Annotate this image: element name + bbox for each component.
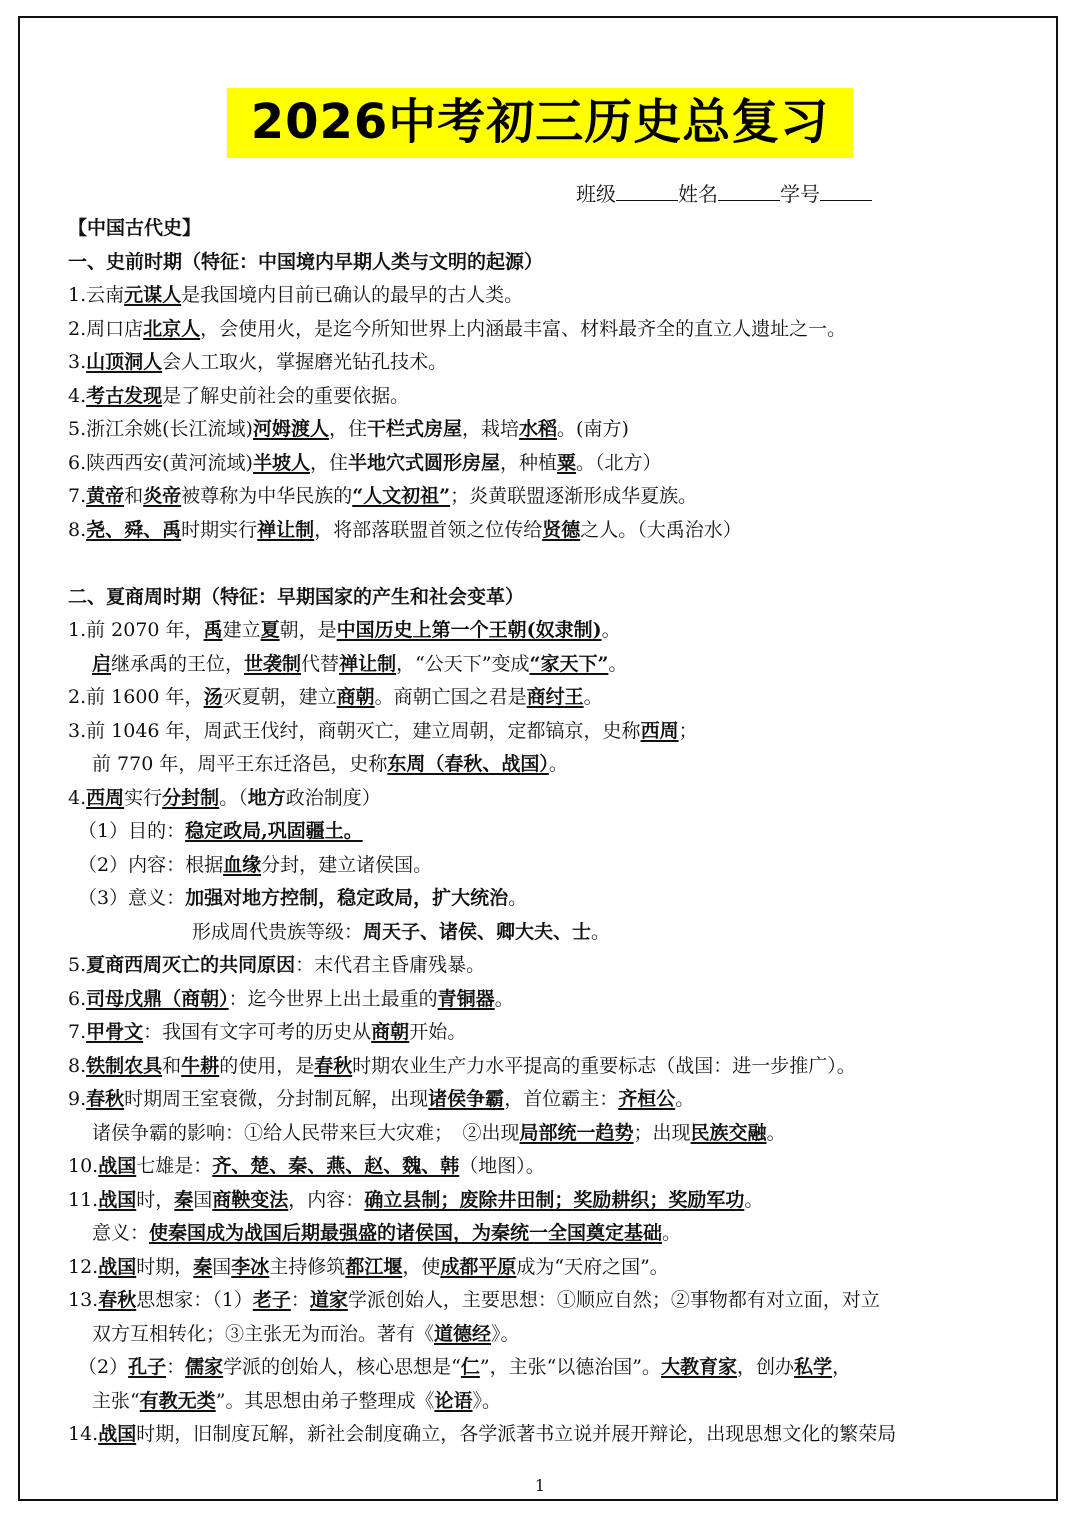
text-segment: 学派的创始人，核心思想是“ (223, 1356, 461, 1378)
text-segment: 。 (494, 987, 514, 1010)
content-line (68, 983, 1018, 1017)
key-term: 李冰 (231, 1255, 270, 1278)
content-line (68, 1251, 1018, 1285)
key-term: 局部统一趋势 (519, 1121, 634, 1144)
text-segment: 和 (124, 485, 144, 507)
text-segment: 3.前 1046 年，周武王伐纣，商朝灭亡，建立周朝，定都镐京，史称 (68, 719, 641, 742)
key-term: 分封制 (162, 786, 220, 809)
key-term: 成都平原 (440, 1255, 517, 1278)
key-term: 世袭制 (244, 652, 302, 675)
key-term: 山顶洞人 (86, 351, 163, 373)
text-segment: ： (166, 1356, 186, 1378)
text-segment: 12. (68, 1255, 99, 1278)
key-term: 商鞅变法 (212, 1188, 289, 1211)
content-line (68, 1117, 1018, 1151)
key-term: 中国历史上第一个王朝(奴隶制) (336, 619, 602, 641)
key-term: 东周（春秋、战国） (387, 753, 549, 775)
key-term: 道家 (309, 1289, 348, 1311)
content-line (68, 346, 1018, 380)
content-line (68, 648, 1018, 682)
section-heading (68, 581, 1018, 615)
key-term: 禅让制 (257, 518, 315, 541)
text-segment: 》。 (472, 1389, 501, 1412)
bold-text: 半地穴式圆形房屋 (348, 451, 501, 474)
text-segment: 七雄是： (136, 1155, 213, 1177)
text-segment: 分封，建立诸侯国。 (261, 853, 433, 876)
text-segment: 代替 (301, 652, 340, 675)
blank-line (68, 547, 1018, 581)
text-segment: 政治制度） (285, 786, 381, 809)
key-term: 半坡人 (252, 451, 310, 474)
text-segment: （1）目的： (78, 820, 186, 842)
text-segment: 。 (675, 1088, 695, 1110)
student-info (576, 180, 872, 207)
text-segment: 之人。（大禹治水） (580, 518, 742, 541)
text-segment: 时期， (136, 1255, 194, 1278)
key-term: 私学 (794, 1356, 833, 1378)
text-segment: 。（ (219, 786, 248, 809)
content-line (68, 849, 1018, 883)
content-line (68, 1016, 1018, 1050)
text-segment: 。 (662, 1222, 682, 1244)
key-term: 血缘 (223, 853, 262, 876)
content-line (68, 279, 1018, 313)
text-segment: 是我国境内目前已确认的最早的古人类。 (181, 284, 524, 306)
text-segment: 诸侯争霸的影响：①给人民带来巨大灾难； ②出现 (92, 1121, 520, 1144)
section-heading (68, 212, 1018, 246)
bold-text: 夏商西周灭亡的共同原因 (86, 954, 296, 976)
text-segment: 。商朝亡国之君是 (374, 686, 527, 708)
text-segment: ： (290, 1289, 310, 1311)
content-line (68, 782, 1018, 816)
text-segment: 。 (591, 920, 611, 943)
key-term: 秦 (174, 1188, 194, 1211)
key-term: 齐、楚、秦、燕、赵、魏、韩 (212, 1155, 460, 1177)
text-segment: （3）意义： (78, 887, 186, 909)
name-label: 姓名 (678, 182, 718, 206)
text-segment: 4. (68, 384, 87, 407)
key-term: 儒家 (185, 1356, 224, 1378)
key-term: 秦 (193, 1255, 213, 1278)
review-content (68, 212, 1018, 1452)
text-segment: 》。 (491, 1322, 520, 1345)
text-segment: 思想家：（1） (136, 1289, 253, 1311)
text-segment: ，首位霸主： (504, 1088, 619, 1110)
key-term: 孔子 (128, 1356, 167, 1378)
text-segment: 。(南方) (557, 418, 629, 440)
text-segment: 时期，旧制度瓦解，新社会制度确立，各学派著书立说并展开辩论，出现思想文化的繁荣局 (136, 1423, 897, 1445)
text-segment: ：末代君主昏庸残暴。 (295, 954, 486, 976)
content-line (68, 380, 1018, 414)
content-line (68, 882, 1018, 916)
text-segment: 一、史前时期（特征：中国境内早期人类与文明的起源） (68, 250, 544, 273)
text-segment: 和 (162, 1054, 182, 1077)
text-segment: 形成周代贵族等级： (192, 920, 364, 943)
key-term: 齐桓公 (618, 1088, 676, 1110)
key-term: 诸侯争霸 (428, 1088, 505, 1110)
text-segment: ，住 (309, 451, 348, 474)
text-segment: 6.陕西西安(黄河流域) (68, 451, 253, 474)
text-segment: ，栽培 (462, 418, 520, 440)
content-line (68, 413, 1018, 447)
key-term: 考古发现 (86, 384, 163, 407)
text-segment: ，创办 (737, 1356, 795, 1378)
text-segment: 10. (68, 1155, 99, 1177)
text-segment: 。（北方） (576, 451, 662, 474)
key-term: 商朝 (336, 686, 375, 708)
content-line (68, 1150, 1018, 1184)
text-segment: 2.前 1600 年， (68, 686, 204, 708)
content-line (68, 1318, 1018, 1352)
content-line (68, 1351, 1018, 1385)
text-segment: 。 (608, 652, 628, 675)
bold-text: 加强对地方控制，稳定政局，扩大统治 (185, 887, 509, 909)
content-line (68, 1217, 1018, 1251)
key-term: 仁 (460, 1356, 480, 1378)
text-segment: 时期实行 (181, 518, 258, 541)
bold-text: 干栏式房屋 (367, 418, 463, 440)
content-line (68, 815, 1018, 849)
key-term: 元谋人 (124, 284, 182, 306)
key-term: 西周 (640, 719, 679, 742)
text-segment: 时， (136, 1188, 175, 1211)
text-segment: 实行 (124, 786, 163, 809)
content-line (68, 313, 1018, 347)
text-segment: 7. (68, 1021, 87, 1043)
text-segment: 建立 (222, 619, 261, 641)
text-segment: 4. (68, 786, 87, 809)
key-term: 民族交融 (690, 1121, 767, 1144)
section-heading (68, 246, 1018, 280)
text-segment: ，住 (328, 418, 367, 440)
key-term: “家天下” (529, 652, 609, 675)
key-term: 贤德 (542, 518, 581, 541)
text-segment: 。 (766, 1121, 786, 1144)
text-segment: 成为“天府之国”。 (516, 1255, 669, 1278)
text-segment: 。 (601, 619, 621, 641)
key-term: 夏 (260, 619, 280, 641)
content-line (68, 1184, 1018, 1218)
text-segment: ；出现 (633, 1121, 691, 1144)
key-term: 铁制农具 (86, 1054, 163, 1077)
text-segment: 【中国古代史】 (68, 217, 202, 239)
class-blank (616, 180, 678, 201)
text-segment: 7. (68, 485, 87, 507)
text-segment: ， (832, 1356, 852, 1378)
content-line (68, 1284, 1018, 1318)
text-segment: 5.浙江余姚(长江流域) (68, 418, 253, 440)
text-segment: ，使 (402, 1255, 441, 1278)
key-term: 黄帝 (86, 485, 125, 507)
text-segment: ：迄今世界上出土最重的 (228, 987, 438, 1010)
text-segment: 5. (68, 954, 87, 976)
text-segment: 。 (744, 1188, 764, 1211)
text-segment: 2.周口店 (68, 317, 144, 340)
text-segment: 被尊称为中华民族的 (181, 485, 353, 507)
key-term: 牛耕 (181, 1054, 220, 1077)
content-line (68, 949, 1018, 983)
id-label: 学号 (780, 182, 820, 206)
text-segment: 主张“ (92, 1389, 140, 1412)
text-segment: 1.前 2070 年， (68, 619, 204, 641)
key-term: 春秋 (314, 1054, 353, 1077)
content-line (68, 748, 1018, 782)
key-term: 青铜器 (437, 987, 495, 1010)
key-term: 确立县制；废除井田制；奖励耕织；奖励军功 (364, 1188, 745, 1211)
text-segment: ”，主张“以德治国”。 (479, 1356, 662, 1378)
content-line (68, 614, 1018, 648)
key-term: “人文初祖” (352, 485, 451, 507)
text-segment: 8. (68, 518, 87, 541)
content-line (68, 715, 1018, 749)
key-term: 使秦国成为战国后期最强盛的诸侯国，为秦统一全国奠定基础 (149, 1222, 663, 1244)
bold-text: 地方 (247, 786, 286, 809)
key-term: 有教无类 (139, 1389, 216, 1412)
text-segment: （地图）。 (459, 1155, 545, 1177)
key-term: 司母戊鼎（商朝） (86, 987, 229, 1010)
key-term: 甲骨文 (86, 1021, 144, 1043)
key-term: 都江堰 (345, 1255, 403, 1278)
text-segment: 灭夏朝，建立 (222, 686, 337, 708)
key-term: 论语 (434, 1389, 473, 1412)
text-segment: ：我国有文字可考的历史从 (143, 1021, 372, 1043)
key-term: 战国 (98, 1423, 137, 1445)
text-segment: 主持修筑 (269, 1255, 346, 1278)
content-line (68, 1083, 1018, 1117)
text-segment: 二、夏商周时期（特征：早期国家的产生和社会变革） (68, 585, 525, 608)
key-term: 粟 (557, 451, 577, 474)
text-segment: 13. (68, 1289, 99, 1311)
content-line (68, 916, 1018, 950)
text-segment: ，内容： (288, 1188, 365, 1211)
bold-text: 周天子、诸侯、卿大夫、士 (363, 920, 592, 943)
text-segment: 开始。 (409, 1021, 467, 1043)
text-segment: 会人工取火，掌握磨光钻孔技术。 (162, 351, 448, 373)
key-term: 稳定政局,巩固疆土。 (185, 820, 363, 842)
key-term: 商朝 (371, 1021, 410, 1043)
name-blank (718, 180, 780, 201)
text-segment: 9. (68, 1088, 87, 1110)
key-term: 战国 (98, 1255, 137, 1278)
key-term: 大教育家 (661, 1356, 738, 1378)
key-term: 禹 (203, 619, 223, 641)
text-segment: ；炎黄联盟逐渐形成华夏族。 (450, 485, 698, 507)
key-term: 春秋 (86, 1088, 125, 1110)
key-term: 道德经 (434, 1322, 492, 1345)
text-segment: 。 (508, 887, 528, 909)
text-segment: 6. (68, 987, 87, 1010)
text-segment: 继承禹的王位， (111, 652, 245, 675)
text-segment: 的使用，是 (219, 1054, 315, 1077)
content-line (68, 514, 1018, 548)
key-term: 尧、舜、禹 (86, 518, 182, 541)
text-segment: 国 (212, 1255, 232, 1278)
key-term: 北京人 (143, 317, 201, 340)
text-segment: 时期周王室衰微，分封制瓦解，出现 (124, 1088, 429, 1110)
text-segment: ，会使用火，是迄今所知世界上内涵最丰富、材料最齐全的直立人遗址之一。 (200, 317, 847, 340)
page-title: 2026中考初三历史总复习 (227, 88, 854, 158)
content-line (68, 480, 1018, 514)
text-segment: 3. (68, 351, 87, 373)
key-term: 炎帝 (143, 485, 182, 507)
text-segment: ，“公天下”变成 (396, 652, 530, 675)
key-term: 河姆渡人 (252, 418, 329, 440)
key-term: 商纣王 (526, 686, 584, 708)
key-term: 西周 (86, 786, 125, 809)
key-term: 战国 (98, 1188, 137, 1211)
text-segment: 意义： (92, 1222, 150, 1244)
text-segment: 。 (583, 686, 603, 708)
text-segment: 1.云南 (68, 284, 125, 306)
text-segment: （2）内容：根据 (78, 853, 224, 876)
text-segment: ； (678, 719, 698, 742)
text-segment: 学派创始人，主要思想：①顺应自然；②事物都有对立面，对立 (347, 1289, 880, 1311)
key-term: 启 (92, 652, 112, 675)
content-line (68, 681, 1018, 715)
text-segment: 国 (193, 1188, 213, 1211)
text-segment: 。 (548, 753, 568, 775)
text-segment: 14. (68, 1423, 99, 1445)
key-term: 战国 (98, 1155, 137, 1177)
key-term: 老子 (252, 1289, 291, 1311)
text-segment: （2） (78, 1356, 129, 1378)
text-segment: ，将部落联盟首领之位传给 (314, 518, 543, 541)
content-line (68, 447, 1018, 481)
text-segment: 时期农业生产力水平提高的重要标志（战国：进一步推广）。 (352, 1054, 856, 1077)
content-line (68, 1050, 1018, 1084)
text-segment: 前 770 年，周平王东迁洛邑，史称 (92, 753, 388, 775)
text-segment: 8. (68, 1054, 87, 1077)
content-line (68, 1385, 1018, 1419)
text-segment: 双方互相转化；③主张无为而治。著有《 (92, 1322, 435, 1345)
id-blank (820, 180, 872, 201)
key-term: 水稻 (519, 418, 558, 440)
class-label: 班级 (576, 182, 616, 206)
text-segment: ”。其思想由弟子整理成《 (215, 1389, 435, 1412)
key-term: 春秋 (98, 1289, 137, 1311)
key-term: 汤 (203, 686, 223, 708)
text-segment: 是了解史前社会的重要依据。 (162, 384, 410, 407)
text-segment: ，种植 (500, 451, 558, 474)
key-term: 禅让制 (339, 652, 397, 675)
text-segment: 朝，是 (279, 619, 337, 641)
content-line (68, 1418, 1018, 1452)
page-number: 1 (534, 1476, 546, 1495)
text-segment: 11. (68, 1188, 99, 1211)
